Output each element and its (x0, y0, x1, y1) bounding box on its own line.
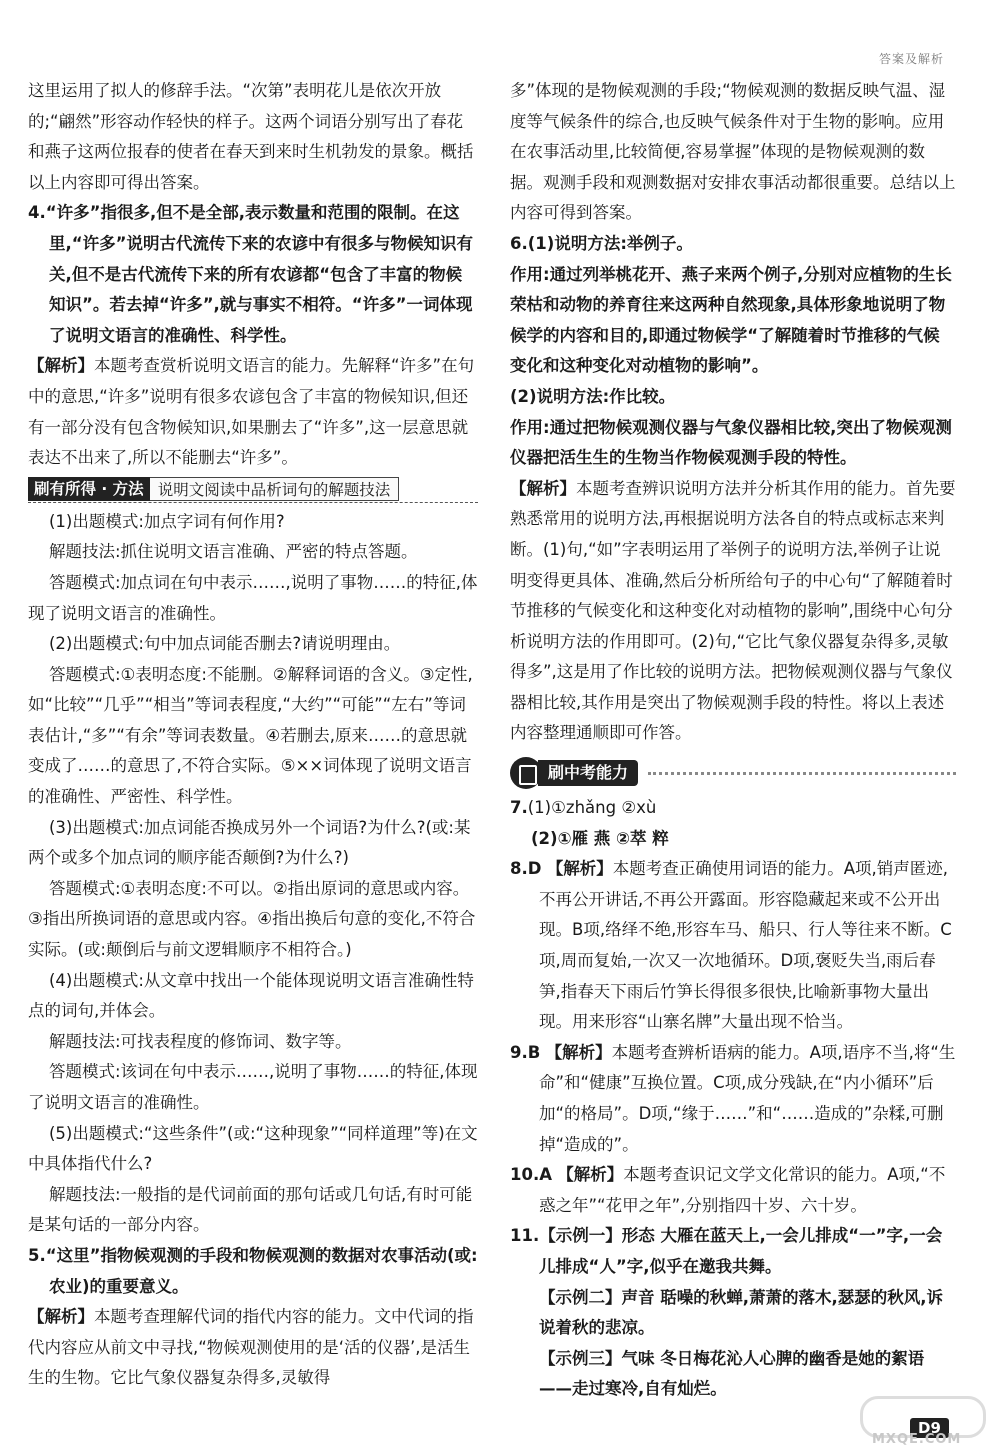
mode4-question: (4)出题模式:从文章中找出一个能体现说明文语言准确性特点的词句,并体会。 (28, 970, 474, 1021)
right-column (510, 76, 956, 1405)
q6-analysis-tag: 【解析】 (510, 478, 576, 498)
method-banner (28, 476, 478, 503)
q10-answer (510, 1160, 956, 1221)
q5-number: 5. (28, 1245, 46, 1265)
q10-analysis-tag: 【解析】 (557, 1165, 624, 1185)
intro-paragraph: 这里运用了拟人的修辞手法。“次第”表明花儿是依次开放的;“翩然”形容动作轻快的样子。这两个词语分别写出了春花和燕子这两位报春的使者在春天到来时生机勃发的景象。概括以上内容即可得出答案。 (28, 81, 474, 192)
q11-example2: 【示例二】声音 聒噪的秋蝉,萧萧的落木,瑟瑟的秋风,诉说着秋的悲凉。 (539, 1287, 944, 1338)
q5-answer-text: “这里”指物候观测的手段和物候观测的数据对农事活动(或:农业)的重要意义。 (45, 1245, 478, 1296)
q11-example1-text: 【示例一】形态 大雁在蓝天上,一会儿排成“一”字,一会儿排成“人”字,似乎在邀我共舞。 (539, 1226, 943, 1276)
q5-analysis-text: 本题考查理解代词的指代内容的能力。文中代词的指代内容应从前文中寻找,“物候观测使用的是‘活的仪器’,是活生生的生物。它比气象仪器复杂得多,灵敏得 (28, 1307, 474, 1388)
section-title: 刷中考能力 (538, 760, 638, 786)
q5-analysis (28, 1302, 478, 1394)
book-icon (510, 757, 542, 789)
mode4-answer: 答题模式:该词在句中表示……,说明了事物……的特征,体现了说明文语言的准确性。 (28, 1062, 478, 1112)
q4-analysis-tag: 【解析】 (28, 356, 94, 376)
left-column (28, 76, 478, 1394)
mode5-technique: 解题技法:一般指的是代词前面的那句话或几句话,有时可能是某句话的一部分内容。 (28, 1184, 473, 1235)
q4-analysis (28, 351, 478, 473)
q8-analysis-text: 本题考查正确使用词语的能力。A项,销声匿迹,不再公开讲话,不再公开露面。形容隐藏起来或不公开出现。B项,络绎不绝,形容车马、船只、行人等往来不断。C项,周而复始,一次又一次地循环。D项,褒贬失当,雨后春笋,指春天下雨后竹笋长得很多很快,比喻新事物大量出现。用来形容“山寨名牌”大量出现不恰当。 (539, 859, 952, 1032)
q6-effect2: 作用:通过把物候观测仪器与气象仪器相比较,突出了物候观测仪器把活生生的生物当作物候观测手段的特性。 (510, 417, 952, 468)
q11-example3: 【示例三】气味 冬日梅花沁人心脾的幽香是她的絮语——走过寒冷,自有灿烂。 (539, 1348, 925, 1399)
q10-analysis-text: 本题考查识记文学文化常识的能力。A项,“不惑之年”“花甲之年”,分别指四十岁、六十岁。 (539, 1165, 946, 1215)
q6-number: 6. (510, 233, 528, 253)
q9-analysis-tag: 【解析】 (545, 1042, 612, 1062)
q9-choice: B (527, 1042, 541, 1062)
q4-analysis-text: 本题考查赏析说明文语言的能力。先解释“许多”在句中的意思,“许多”说明有很多农谚包含了丰富的物候知识,但还有一部分没有包含物候知识,如果删去了“许多”,这一层意思就表达不出来了,所以不能删去“许多”。 (28, 356, 475, 468)
q7-line2: (2)①雁 燕 ②萃 粹 (531, 828, 669, 848)
q4-number: 4. (28, 203, 46, 223)
q5-analysis-continued: 多”体现的是物候观测的手段;“物候观测的数据反映气温、湿度等气候条件的综合,也反映气候条件对于生物的影响。应用在农事活动里,比较简便,容易掌握”体现的是物候观测的数据。观测手段和观测数据对安排农事活动都很重要。总结以上内容可得到答案。 (510, 81, 956, 223)
q9-number: 9. (510, 1042, 528, 1062)
method-banner-subtitle: 说明文阅读中品析词句的解题技法 (150, 477, 400, 501)
method-banner-title: 刷有所得 · 方法 (28, 477, 150, 501)
mode2-answer: 答题模式:①表明态度:不能删。②解释词语的含义。③定性,如“比较”“几乎”“相当”等词表程度,“大约”“可能”“左右”等词表估计,“多”“有余”等词表数量。④若删去,原来……的意思就变成了……的意思了,不符合实际。⑤××词体现了说明文语言的准确性、严密性、科学性。 (28, 664, 473, 807)
page-number: D9 (910, 1418, 949, 1438)
q8-number: 8. (510, 859, 528, 879)
mode5-question: (5)出题模式:“这些条件”(或:“这种现象”“同样道理”等)在文中具体指代什么? (28, 1123, 478, 1174)
page-header: 答案及解析 (878, 52, 944, 66)
q9-answer (510, 1038, 956, 1160)
q4-answer-text: “许多”指很多,但不是全部,表示数量和范围的限制。在这里,“许多”说明古代流传下来的农谚中有很多与物候知识有关,但不是古代流传下来的所有农谚都“包含了丰富的物候知识”。若去掉“许多”,就与事实不相符。“许多”一词体现了说明文语言的准确性、科学性。 (45, 203, 473, 345)
mode4-technique: 解题技法:可找表程度的修饰词、数字等。 (49, 1031, 352, 1051)
q11-number: 11. (510, 1226, 540, 1246)
q6-method2: (2)说明方法:作比较。 (510, 386, 676, 406)
q6-method1-text: (1)说明方法:举例子。 (527, 233, 693, 253)
q6-method1 (510, 229, 956, 260)
q5-answer (28, 1241, 478, 1302)
q6-analysis (510, 474, 956, 749)
q6-analysis-text: 本题考查辨识说明方法并分析其作用的能力。首先要熟悉常用的说明方法,再根据说明方法各自的特点或标志来判断。(1)句,“如”字表明运用了举例子的说明方法,举例子让说明变得更具体、准确,然后分析所给句子的中心句“了解随着时节推移的气候变化和这种变化对动植物的影响”,围绕中心句分析说明方法的作用即可。(2)句,“它比气象仪器复杂得多,灵敏得多”,这是用了作比较的说明方法。把物候观测仪器与气象仪器相比较,其作用是突出了物候观测手段的特性。将以上表述内容整理通顺即可作答。 (510, 478, 956, 743)
q7-number: 7. (510, 798, 528, 818)
q8-analysis-tag: 【解析】 (546, 859, 613, 879)
mode1-technique: 解题技法:抓住说明文语言准确、严密的特点答题。 (49, 542, 418, 562)
q11-example1 (510, 1221, 956, 1282)
q10-choice: A (539, 1165, 553, 1185)
q7-line1 (510, 793, 956, 824)
mode1-answer: 答题模式:加点词在句中表示……,说明了事物……的特征,体现了说明文语言的准确性。 (28, 572, 478, 623)
mode1-question: (1)出题模式:加点字词有何作用? (49, 511, 285, 531)
q8-choice: D (527, 859, 542, 879)
q9-analysis-text: 本题考查辨析语病的能力。A项,语序不当,将“生命”和“健康”互换位置。C项,成分残缺,在“内小循环”后加“的格局”。D项,“缘于……”和“……造成的”杂糅,可删掉“造成的”。 (539, 1042, 956, 1154)
mode2-question: (2)出题模式:句中加点词能否删去?请说明理由。 (49, 634, 401, 654)
q8-answer (510, 854, 956, 1038)
q4-answer (28, 198, 478, 351)
mode3-answer: 答题模式:①表明态度:不可以。②指出原词的意思或内容。③指出所换词语的意思或内容。④指出换后句意的变化,不符合实际。(或:颠倒后与前文逻辑顺序不相符合。) (28, 878, 476, 960)
q7-line1-text: (1)①zhǎng ②xù (527, 798, 657, 818)
mode3-question: (3)出题模式:加点词能否换成另外一个词语?为什么?(或:某两个或多个加点词的顺序能否颠倒?为什么?) (28, 817, 471, 868)
section-banner (510, 755, 956, 791)
q5-analysis-tag: 【解析】 (28, 1307, 94, 1327)
watermark-domain: MXQE.COM (872, 1432, 962, 1447)
section-divider (648, 772, 956, 775)
q10-number: 10. (510, 1165, 540, 1185)
q6-effect1: 作用:通过列举桃花开、燕子来两个例子,分别对应植物的生长荣枯和动物的养育往来这两种自然现象,具体形象地说明了物候学的内容和目的,即通过物候学“了解随着时节推移的气候变化和这种变化对动植物的影响”。 (510, 264, 952, 376)
